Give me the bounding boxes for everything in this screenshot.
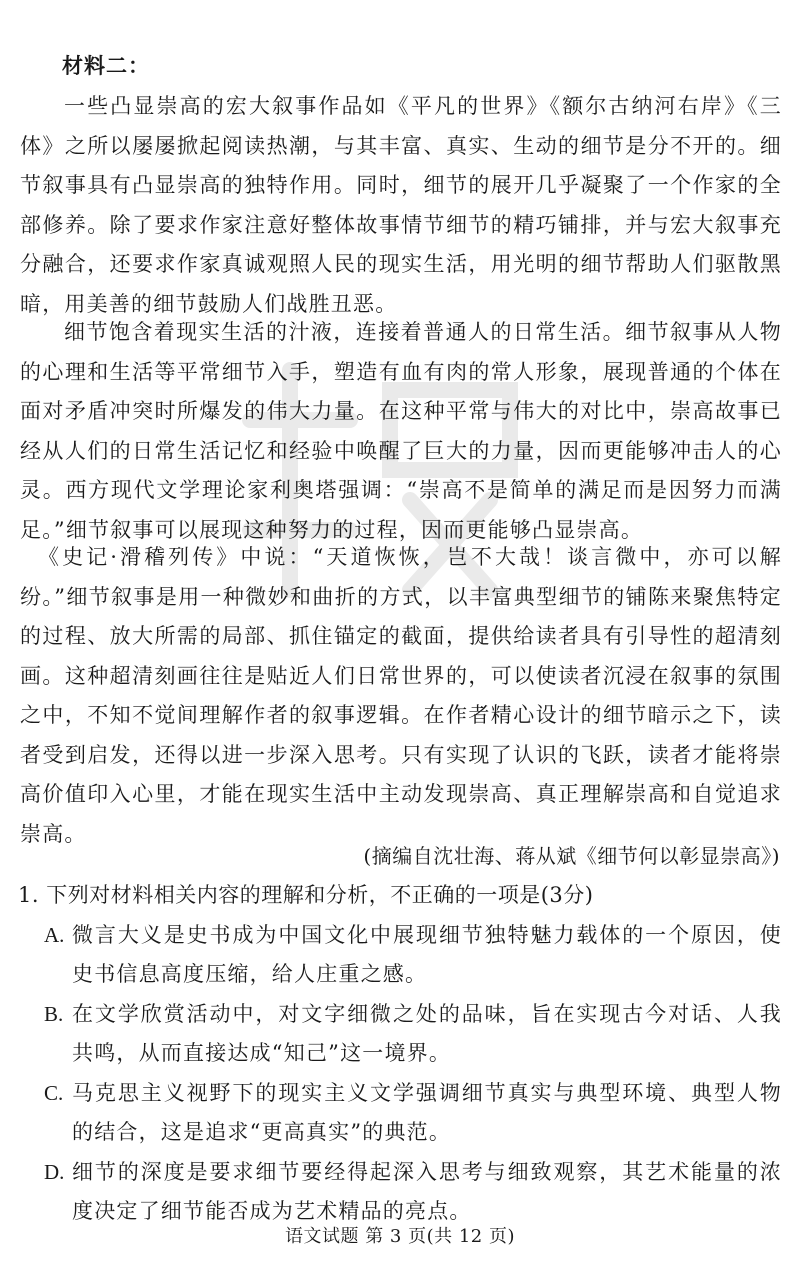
option-b <box>44 995 782 1074</box>
source-citation: (摘编自沈壮海、蒋从斌《细节何以彰显崇高》) <box>363 844 780 868</box>
option-text: 在文学欣赏活动中，对文字细微之处的品味，旨在实现古今对话、人我共鸣，从而直接达成“知己”这一境界。 <box>72 1001 782 1065</box>
option-letter: A. <box>44 922 65 947</box>
material-heading: 材料二： <box>62 53 150 78</box>
page-footer: 语文试题 第 3 页(共 12 页) <box>284 1226 515 1247</box>
option-letter: B. <box>44 1001 64 1026</box>
option-letter: D. <box>44 1159 65 1184</box>
question-stem: 1. 下列对材料相关内容的理解和分析，不正确的一项是(3分) <box>18 883 594 907</box>
question-1 <box>18 876 782 1232</box>
paragraph-3: 《史记·滑稽列传》中说：“天道恢恢，岂不大哉！谈言微中，亦可以解纷。”细节叙事是用一种微妙和曲折的方式，以丰富典型细节的铺陈来聚焦特定的过程、放大所需的局部、抓住锚定的截面，提供给读者具有引导性的超清刻画。这种超清刻画往往是贴近人们日常世界的，可以使读者沉浸在叙事的氛围之中，不知不觉间理解作者的叙事逻辑。在作者精心设计的细节暗示之下，读者受到启发，还得以进一步深入思考。只有实现了认识的飞跃，读者才能将崇高价值印入心里，才能在现实生活中主动发现崇高、真正理解崇高和自觉追求崇高。 <box>20 545 782 846</box>
option-letter: C. <box>44 1080 64 1105</box>
option-text: 微言大义是史书成为中国文化中展现细节独特魅力载体的一个原因，使史书信息高度压缩，给人庄重之感。 <box>72 922 782 986</box>
option-d <box>44 1153 782 1232</box>
option-c <box>44 1074 782 1153</box>
option-text: 马克思主义视野下的现实主义文学强调细节真实与典型环境、典型人物的结合，这是追求“更高真实”的典范。 <box>72 1080 782 1144</box>
option-text: 细节的深度是要求细节要经得起深入思考与细致观察，其艺术能量的浓度决定了细节能否成为艺术精品的亮点。 <box>72 1159 782 1223</box>
option-a <box>44 916 782 995</box>
paragraph-1: 一些凸显崇高的宏大叙事作品如《平凡的世界》《额尔古纳河右岸》《三体》之所以屡屡掀起阅读热潮，与其丰富、真实、生动的细节是分不开的。细节叙事具有凸显崇高的独特作用。同时，细节的展开几乎凝聚了一个作家的全部修养。除了要求作家注意好整体故事情节细节的精巧铺排，并与宏大叙事充分融合，还要求作家真诚观照人民的现实生活，用光明的细节帮助人们驱散黑暗，用美善的细节鼓励人们战胜丑恶。 <box>20 94 782 316</box>
paragraph-2: 细节饱含着现实生活的汁液，连接着普通人的日常生活。细节叙事从人物的心理和生活等平常细节入手，塑造有血有肉的常人形象，展现普通的个体在面对矛盾冲突时所爆发的伟大力量。在这种平常与伟大的对比中，崇高故事已经从人们的日常生活记忆和经验中唤醒了巨大的力量，因而更能够冲击人的心灵。西方现代文学理论家利奥塔强调：“崇高不是简单的满足而是因努力而满足。”细节叙事可以展现这种努力的过程，因而更能够凸显崇高。 <box>20 320 782 542</box>
